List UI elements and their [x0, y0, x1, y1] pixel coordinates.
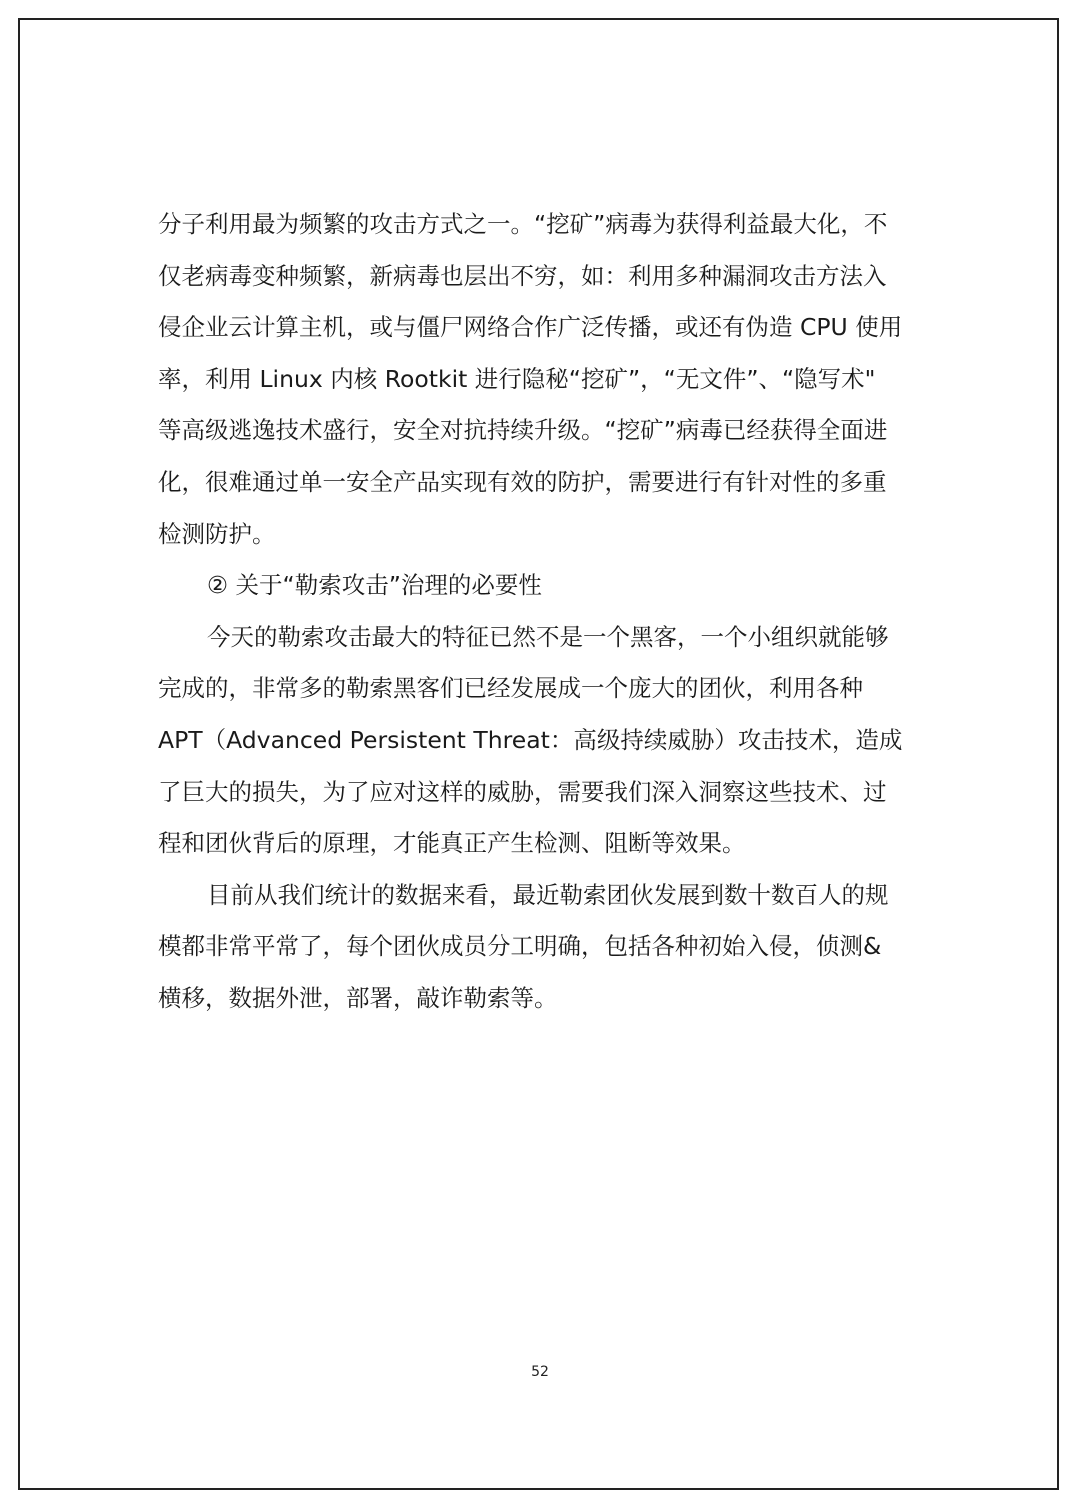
paragraph-ransomware-features	[158, 612, 938, 870]
paragraph-mining-virus	[158, 199, 938, 560]
text-line: 检测防护。	[158, 519, 276, 548]
page-number: 52	[531, 1364, 549, 1380]
section-heading	[158, 560, 938, 612]
text-line: 了巨大的损失，为了应对这样的威胁，需要我们深入洞察这些技术、过	[158, 777, 887, 806]
text-line: 率，利用 Linux 内核 Rootkit 进行隐秘“挖矿”，“无文件”、“隐写术"	[158, 364, 876, 393]
text-line: APT（Advanced Persistent Threat：高级持续威胁）攻击技术，造成	[158, 725, 903, 754]
text-line: 侵企业云计算主机，或与僵尸网络合作广泛传播，或还有伪造 CPU 使用	[158, 313, 903, 342]
text-line: 等高级逃逸技术盛行，安全对抗持续升级。“挖矿”病毒已经获得全面进	[158, 416, 888, 445]
text-line: 程和团伙背后的原理，才能真正产生检测、阻断等效果。	[158, 829, 746, 858]
text-line: 横移，数据外泄，部署，敲诈勒索等。	[158, 983, 558, 1012]
text-line: 分子利用最为频繁的攻击方式之一。“挖矿”病毒为获得利益最大化，不	[158, 210, 888, 238]
text-line: 今天的勒索攻击最大的特征已然不是一个黑客，一个小组织就能够	[207, 622, 889, 651]
text-line: 化，很难通过单一安全产品实现有效的防护，需要进行有针对性的多重	[158, 467, 887, 496]
text-line: 目前从我们统计的数据来看，最近勒索团伙发展到数十数百人的规	[207, 880, 889, 909]
text-line: 仅老病毒变种频繁，新病毒也层出不穷，如：利用多种漏洞攻击方法入	[158, 261, 887, 290]
text-line: 完成的，非常多的勒索黑客们已经发展成一个庞大的团伙，利用各种	[158, 674, 863, 703]
body-text	[158, 199, 938, 1025]
text-line: 模都非常平常了，每个团伙成员分工明确，包括各种初始入侵，侦测&	[158, 932, 882, 961]
heading-text: ② 关于“勒索攻击”治理的必要性	[207, 571, 542, 600]
paragraph-ransomware-gangs	[158, 870, 938, 1025]
